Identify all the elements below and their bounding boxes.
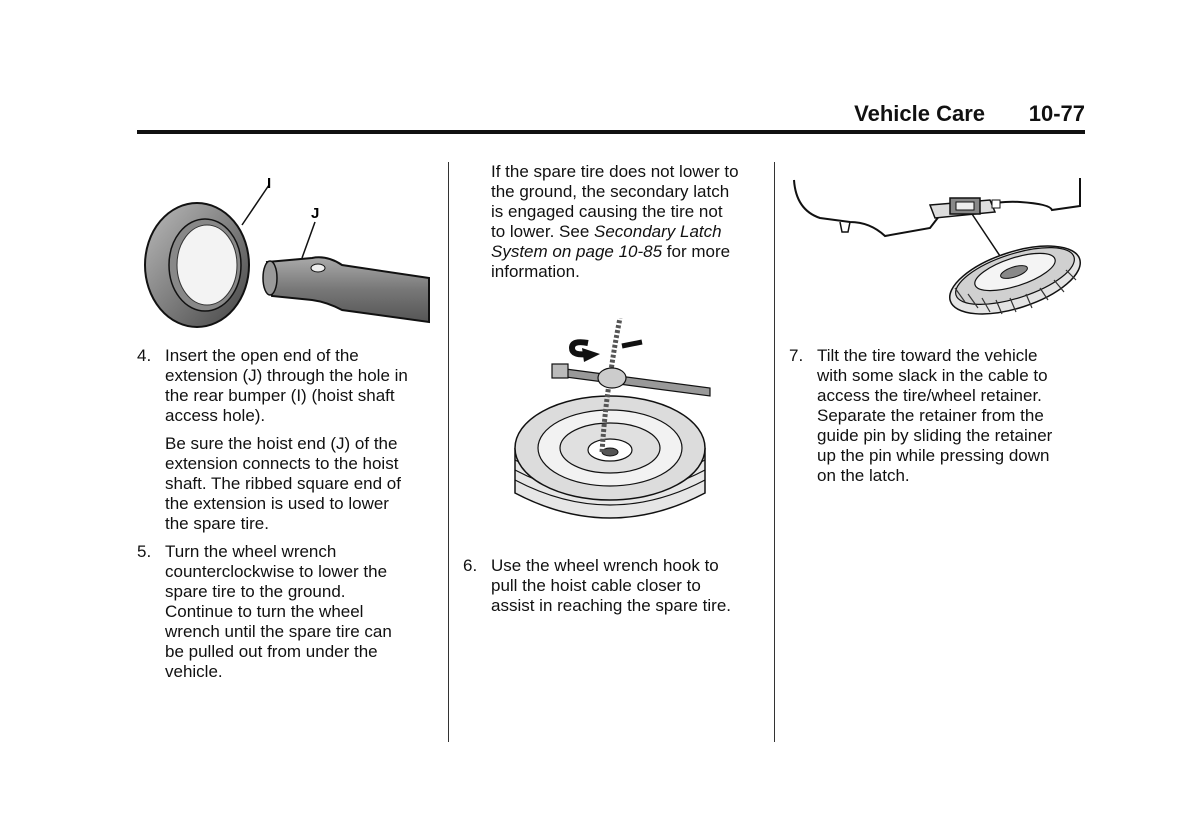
- step-line: pull the hoist cable closer to: [491, 576, 701, 595]
- intro-text: to lower. See: [491, 222, 595, 241]
- step-line: Continue to turn the wheel: [165, 602, 364, 621]
- cross-reference: Secondary Latch: [594, 222, 722, 241]
- label-i: I: [267, 175, 272, 192]
- step-line: Tilt the tire toward the vehicle: [817, 346, 1038, 365]
- step-6: [463, 556, 768, 616]
- column-1: [137, 346, 437, 682]
- step-line: wrench until the spare tire can: [165, 622, 392, 641]
- intro-line: information.: [491, 262, 580, 281]
- step-number: 4.: [137, 346, 152, 365]
- figure-tire-retainer: [790, 170, 1085, 325]
- step-line: vehicle.: [165, 662, 223, 681]
- step-number: 7.: [789, 346, 804, 365]
- step-line: be pulled out from under the: [165, 642, 378, 661]
- step-line: extension (J) through the hole in: [165, 366, 408, 385]
- column-divider: [448, 162, 449, 742]
- step-line: up the pin while pressing down: [817, 446, 1050, 465]
- step-number: 6.: [463, 556, 478, 575]
- step-4-note: [137, 434, 437, 534]
- note-line: Be sure the hoist end (J) of the: [165, 434, 398, 453]
- section-title: Vehicle Care: [854, 101, 985, 126]
- page-header: [137, 100, 1085, 134]
- note-line: shaft. The ribbed square end of: [165, 474, 401, 493]
- step-line: the rear bumper (I) (hoist shaft: [165, 386, 395, 405]
- step-number: 5.: [137, 542, 152, 561]
- intro-line: [491, 222, 771, 242]
- step-line: on the latch.: [817, 466, 910, 485]
- step-line: counterclockwise to lower the: [165, 562, 388, 581]
- step-line: guide pin by sliding the retainer: [817, 426, 1053, 445]
- step-4: [137, 346, 437, 426]
- intro-line: the ground, the secondary latch: [491, 182, 730, 201]
- step-line: with some slack in the cable to: [817, 366, 1048, 385]
- step-5: [137, 542, 437, 682]
- intro-line: is engaged causing the tire not: [491, 202, 723, 221]
- figure-extension-bumper: [137, 170, 432, 340]
- column-2-intro: [491, 162, 771, 282]
- page-number: 10-77: [1028, 101, 1085, 126]
- cross-reference: System on page 10-85: [491, 242, 663, 261]
- intro-line: If the spare tire does not lower to: [491, 162, 739, 181]
- step-line: Use the wheel wrench hook to: [491, 556, 719, 575]
- step-line: spare tire to the ground.: [165, 582, 346, 601]
- column-2-step: [463, 556, 768, 616]
- tilted-tire: [942, 232, 1085, 325]
- note-line: the extension is used to lower: [165, 494, 389, 513]
- step-7: [789, 346, 1089, 486]
- step-line: assist in reaching the spare tire.: [491, 596, 732, 615]
- step-line: Separate the retainer from the: [817, 406, 1044, 425]
- intro-text: for more: [662, 242, 731, 261]
- intro-line: [491, 242, 771, 262]
- step-line: Turn the wheel wrench: [165, 542, 337, 561]
- extension-rod: [267, 257, 429, 322]
- wheel-wrench: [558, 368, 710, 396]
- column-3: [789, 346, 1089, 486]
- column-divider: [774, 162, 775, 742]
- step-line: access hole).: [165, 406, 266, 425]
- spare-tire: [515, 396, 705, 518]
- step-line: Insert the open end of the: [165, 346, 359, 365]
- label-j: J: [311, 205, 320, 222]
- step-line: access the tire/wheel retainer.: [817, 386, 1042, 405]
- note-line: the spare tire.: [165, 514, 269, 533]
- figure-wheel-wrench-hoist: [510, 318, 715, 538]
- note-line: extension connects to the hoist: [165, 454, 399, 473]
